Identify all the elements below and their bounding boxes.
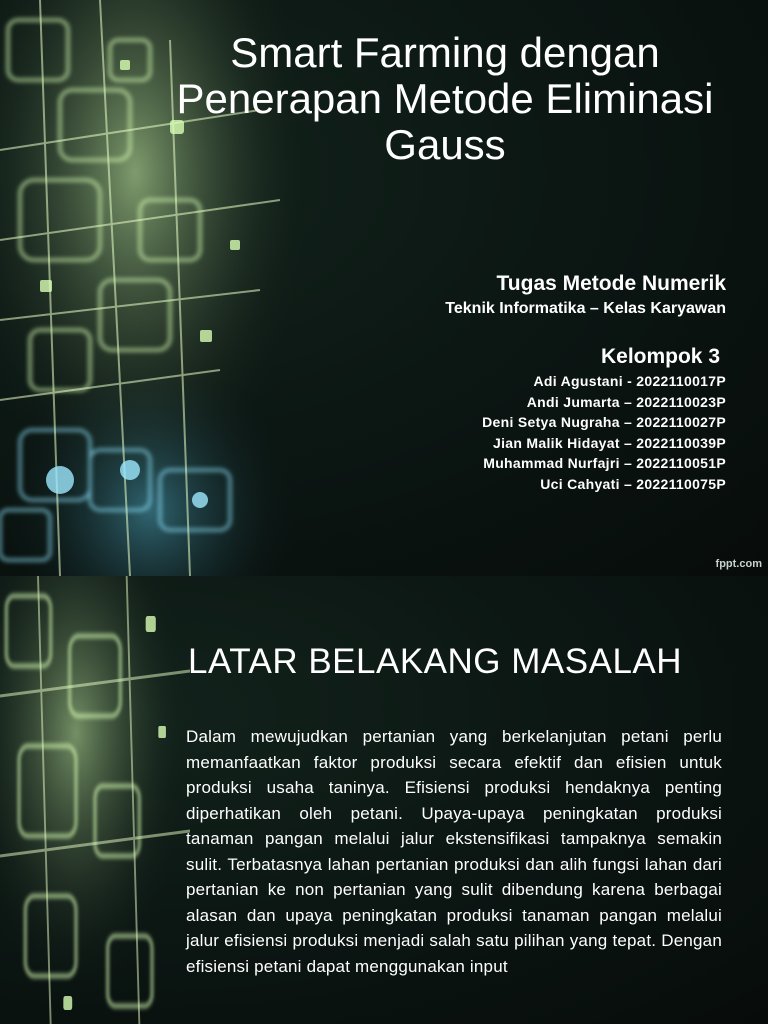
course-name: Tugas Metode Numerik — [496, 272, 726, 295]
member-item: Uci Cahyati – 2022110075P — [540, 475, 726, 492]
member-item: Adi Agustani - 2022110017P — [533, 373, 726, 389]
decorative-glow-squares-image — [0, 576, 190, 1024]
group-info — [482, 343, 726, 494]
slide-background — [0, 576, 768, 1024]
group-name: Kelompok 3 — [600, 345, 720, 368]
watermark: fppt.com — [715, 558, 762, 570]
member-item: Jian Malik Hidayat – 2022110039P — [493, 434, 726, 451]
program-name: Teknik Informatika – Kelas Karyawan — [445, 300, 726, 317]
member-item: Deni Setya Nugraha – 2022110027P — [482, 414, 726, 430]
member-item: Andi Jumarta – 2022110023P — [526, 393, 726, 410]
presentation-title: Smart Farming dengan Penerapan Metode Eliminasi Gauss — [176, 29, 714, 168]
body-paragraph: Dalam mewujudkan pertanian yang berkelanjutan petani perlu memanfaatkan faktor produksi secara efektif dan efisien untuk produksi usaha taninya. Efisiensi produksi hendaknya penting diperhatikan oleh petani. Upaya-upaya peningkatan produksi tanaman pangan melalui jalur ekstensifikasi tampaknya semakin sulit. Terbatasnya lahan pertanian produksi dan alih fungsi lahan dari pertanian ke non pertanian yang sulit dibendung karena berbagai alasan dan upaya peningkatan produksi tanaman pangan melalui jalur efisiensi produksi menjadi salah satu pilihan yang tepat. Dengan efisiensi petani dapat menggunakan input — [186, 727, 722, 976]
course-info — [445, 270, 726, 320]
section-heading: LATAR BELAKANG MASALAH — [188, 642, 683, 681]
member-item: Muhammad Nurfajri – 2022110051P — [483, 455, 726, 471]
